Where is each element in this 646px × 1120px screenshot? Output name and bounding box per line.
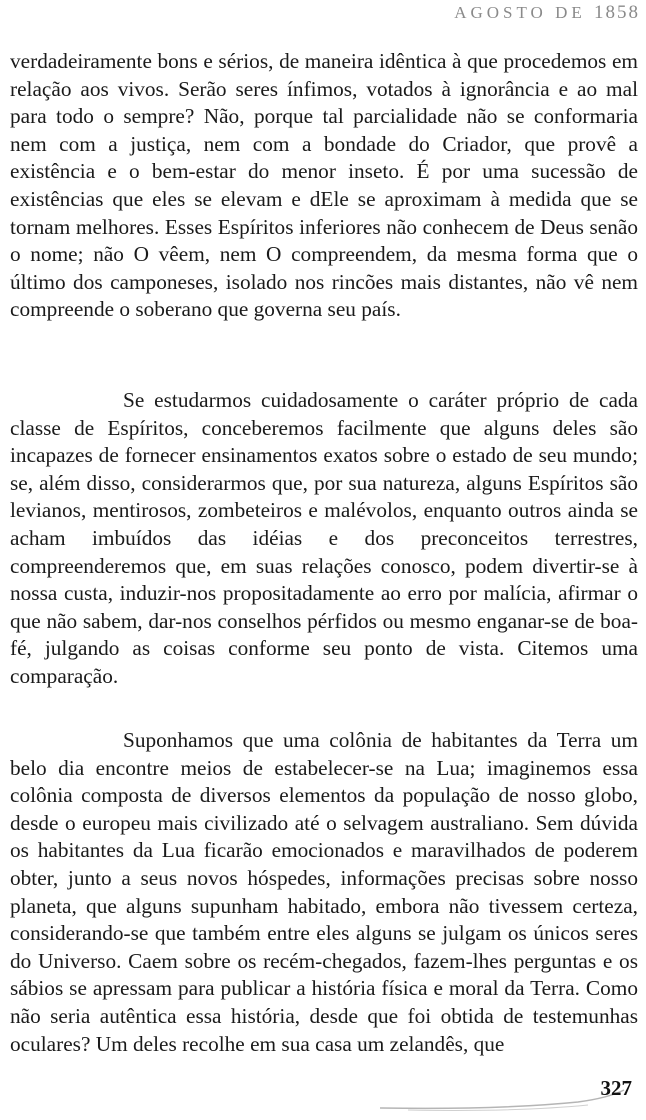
header-year: 1858	[594, 2, 640, 23]
running-header	[454, 2, 640, 24]
paragraph-1: verdadeiramente bons e sérios, de maneira idêntica à que procedemos em relação aos vivos. Serão seres ínfimos, votados à ignorância e ao mal para todo o sempre? Não, porque tal parcialidade não se conformaria nem com a justiça, nem com a bondade do Criador, que provê a existência e o bem-estar do menor inseto. É por uma sucessão de existências que eles se elevam e dEle se aproximam à medida que se tornam melhores. Esses Espíritos inferiores não conhecem de Deus senão o nome; não O vêem, nem O compreendem, da mesma forma que o último dos camponeses, isolado nos rincões mais distantes, não vê nem compreende o soberano que governa seu país.	[10, 49, 638, 322]
footer-swoosh-ornament	[378, 1072, 638, 1112]
page-footer	[378, 1072, 638, 1112]
paragraph-3: Suponhamos que uma colônia de habitantes da Terra um belo dia encontre meios de estabelecer-se na Lua; imaginemos essa colônia composta de diversos elementos da população de nosso globo, desde o europeu mais civilizado até o selvagem australiano. Sem dúvida os habitantes da Lua ficarão emocionados e maravilhados de poderem obter, junto a seus novos hóspedes, informações precisas sobre nosso planeta, que alguns supunham habitado, embora não tivessem certeza, considerando-se que também entre eles alguns se julgam os únicos seres do Universo. Caem sobre os recém-chegados, fazem-lhes perguntas e os sábios se apressam para publicar a história física e moral da Terra. Como não seria autêntica essa história, desde que foi obtida de testemunhas oculares? Um deles recolhe em sua casa um zelandês, que	[10, 728, 638, 1056]
paragraph-2: Se estudarmos cuidadosamente o caráter próprio de cada classe de Espíritos, conceberemos facilmente que alguns deles são incapazes de fornecer ensinamentos exatos sobre o estado de seu mundo; se, além disso, considerarmos que, por sua natureza, alguns Espíritos são levianos, mentirosos, zombeteiros e malévolos, enquanto outros ainda se acham imbuídos das idéias e dos preconceitos terrestres, compreenderemos que, em suas relações conosco, podem divertir-se à nossa custa, induzir-nos propositadamente ao erro por malícia, afirmar o que não sabem, dar-nos conselhos pérfidos ou mesmo enganar-se de boa-fé, julgando as coisas conforme seu ponto de vista. Citemos uma comparação.	[10, 388, 638, 688]
header-month: AGOSTO DE	[454, 3, 586, 22]
page-number: 327	[600, 1076, 632, 1100]
